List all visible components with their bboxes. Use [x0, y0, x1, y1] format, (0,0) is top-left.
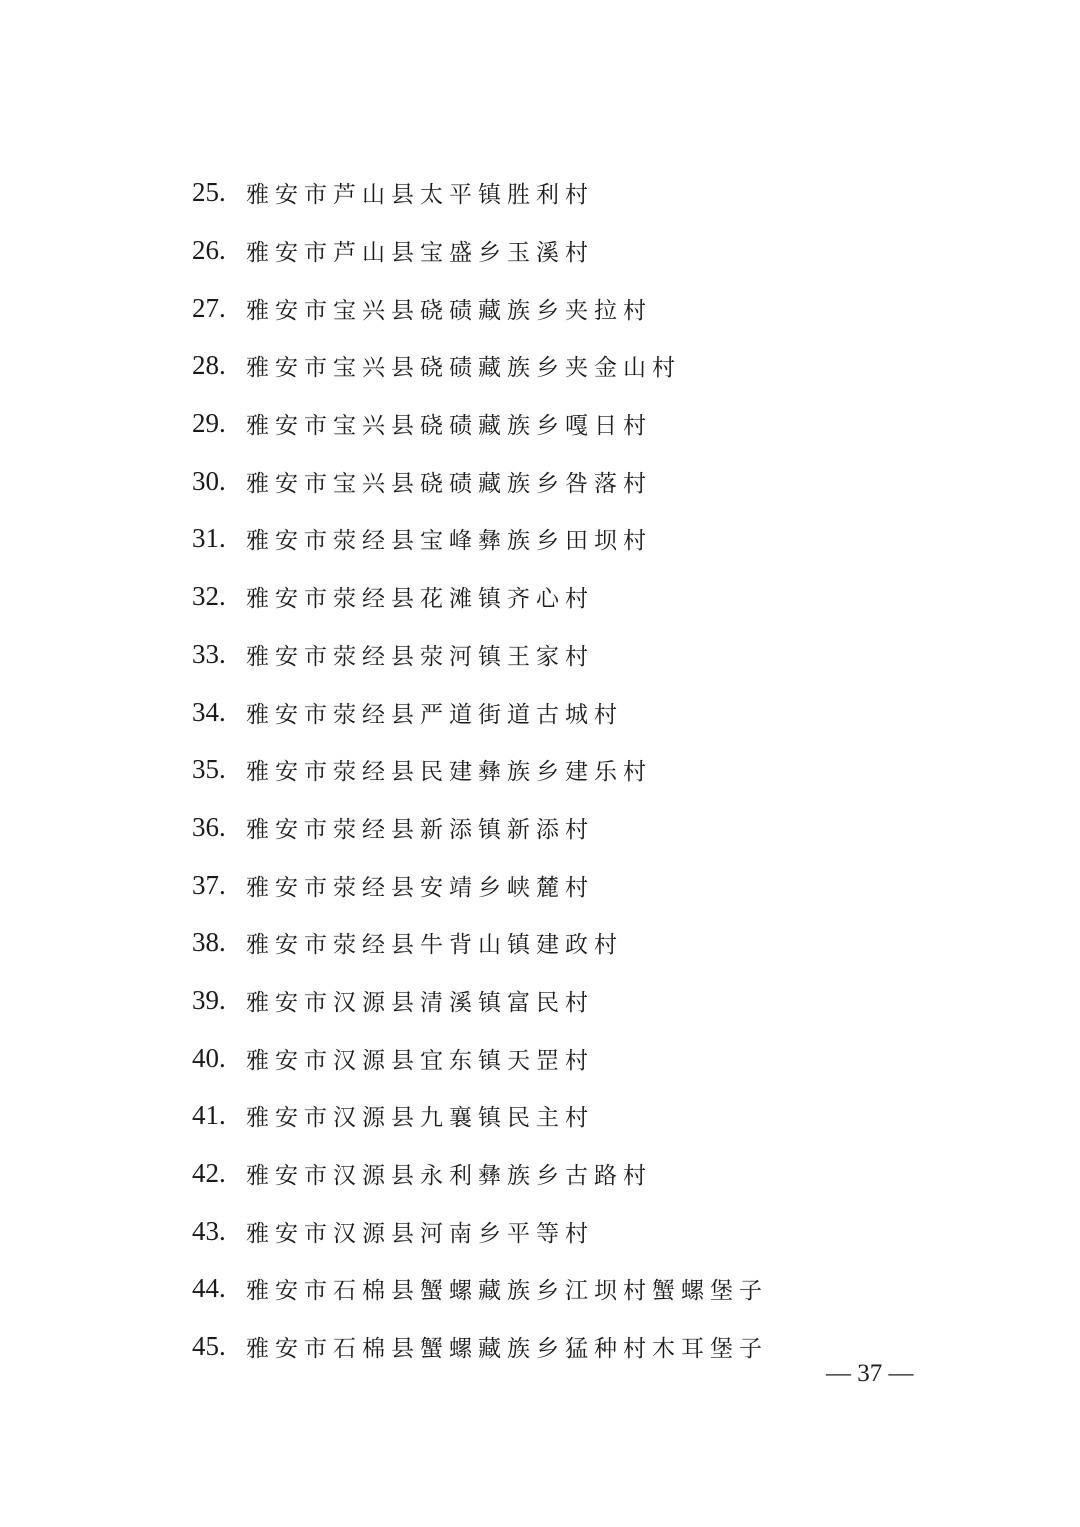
item-name: 雅安市汉源县宜东镇天罡村 [246, 1047, 594, 1074]
item-name: 雅安市荥经县严道街道古城村 [246, 701, 623, 728]
list-item [192, 1087, 768, 1145]
item-number: 35. [192, 754, 226, 785]
list-item [192, 337, 768, 395]
list-item [192, 972, 768, 1030]
item-number: 32. [192, 581, 226, 612]
item-name: 雅安市汉源县河南乡平等村 [246, 1220, 594, 1247]
item-number: 36. [192, 811, 226, 842]
item-name: 雅安市荥经县安靖乡峡麓村 [246, 874, 594, 901]
item-number: 25. [192, 177, 226, 208]
item-number: 39. [192, 984, 226, 1015]
item-number: 40. [192, 1042, 226, 1073]
item-name: 雅安市汉源县永利彝族乡古路村 [246, 1163, 652, 1190]
item-number: 26. [192, 235, 226, 266]
item-number: 45. [192, 1331, 226, 1362]
item-name: 雅安市荥经县宝峰彝族乡田坝村 [246, 528, 652, 555]
item-number: 41. [192, 1100, 226, 1131]
item-name: 雅安市宝兴县硗碛藏族乡嘎日村 [246, 413, 652, 440]
village-list [192, 164, 768, 1375]
list-item [192, 741, 768, 799]
item-number: 37. [192, 869, 226, 900]
item-name: 雅安市荥经县花滩镇齐心村 [246, 586, 594, 613]
item-number: 43. [192, 1215, 226, 1246]
item-name: 雅安市石棉县蟹螺藏族乡江坝村蟹螺堡子 [246, 1278, 768, 1305]
list-item [192, 1318, 768, 1376]
item-name: 雅安市荥经县牛背山镇建政村 [246, 932, 623, 959]
item-number: 34. [192, 696, 226, 727]
item-number: 30. [192, 465, 226, 496]
list-item [192, 164, 768, 222]
item-name: 雅安市石棉县蟹螺藏族乡猛种村木耳堡子 [246, 1336, 768, 1363]
list-item [192, 1260, 768, 1318]
list-item [192, 452, 768, 510]
list-item [192, 568, 768, 626]
list-item [192, 510, 768, 568]
item-number: 28. [192, 350, 226, 381]
list-item [192, 683, 768, 741]
item-name: 雅安市荥经县荥河镇王家村 [246, 643, 594, 670]
item-name: 雅安市芦山县宝盛乡玉溪村 [246, 240, 594, 267]
item-name: 雅安市荥经县民建彝族乡建乐村 [246, 759, 652, 786]
list-item [192, 1029, 768, 1087]
list-item [192, 799, 768, 857]
item-name: 雅安市汉源县九襄镇民主村 [246, 1105, 594, 1132]
list-item [192, 395, 768, 453]
item-name: 雅安市汉源县清溪镇富民村 [246, 989, 594, 1016]
list-item [192, 222, 768, 280]
item-number: 31. [192, 523, 226, 554]
list-item [192, 914, 768, 972]
item-number: 29. [192, 408, 226, 439]
item-name: 雅安市宝兴县硗碛藏族乡夹金山村 [246, 355, 681, 382]
page-number: — 37 — [826, 1360, 914, 1387]
item-number: 44. [192, 1273, 226, 1304]
list-item [192, 856, 768, 914]
item-name: 雅安市宝兴县硗碛藏族乡咎落村 [246, 470, 652, 497]
list-item [192, 279, 768, 337]
item-name: 雅安市宝兴县硗碛藏族乡夹拉村 [246, 297, 652, 324]
item-number: 33. [192, 638, 226, 669]
item-number: 27. [192, 292, 226, 323]
list-item [192, 1202, 768, 1260]
list-item [192, 626, 768, 684]
list-item [192, 1145, 768, 1203]
item-number: 38. [192, 927, 226, 958]
item-name: 雅安市荥经县新添镇新添村 [246, 816, 594, 843]
item-number: 42. [192, 1158, 226, 1189]
item-name: 雅安市芦山县太平镇胜利村 [246, 182, 594, 209]
